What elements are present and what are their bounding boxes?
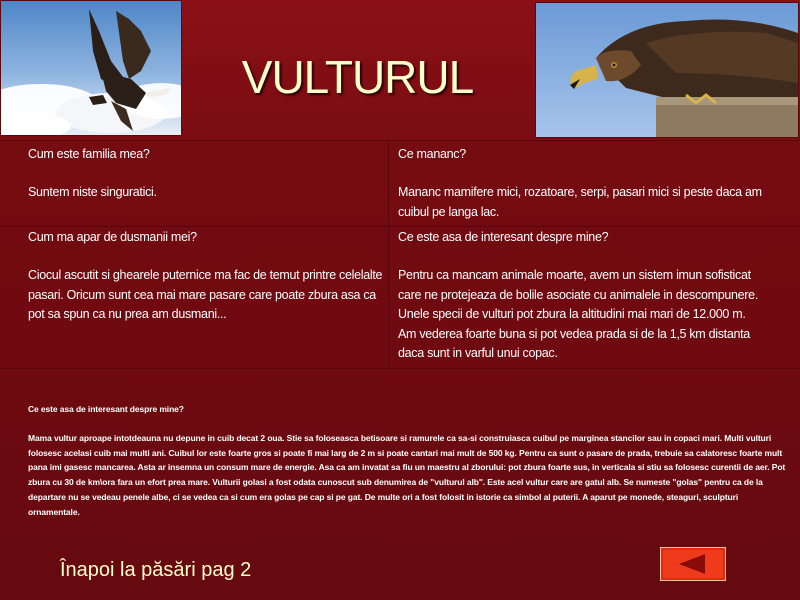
flying-eagle-image bbox=[0, 0, 182, 136]
extra-paragraph: Mama vultur aproape intotdeauna nu depune in cuib decat 2 oua. Stie sa foloseasca betisoare si ramurele ca sa-si construiasca cuibul pe marginea stancilor sau in copaci mari. Multi vulturi folosesc acelasi cuib mai multi ani. Cuibul lor este foarte gros si poate fi mai larg de 2 m si poate cantari mai mult de 500 kg. Pentru ca sunt o pasare de prada, trebuie sa calatoresc foarte mult pana imi gasesc mancarea. Asta ar insemna un consum mare de energie. Asa ca am invatat sa fiu un maestru al zborului: pot zbura foarte sus, in verticala si stiu sa folosesc curentii de aer. Pot zbura cu 30 de km\ora fara un efort prea mare. Vulturii golasi a fost odata cunoscut sub denumirea de "vulturul alb". Este acel vultur care are gatul alb. Se numeste "golas" pentru ca de la departare nu se vedeau penele albe, ci se vedea ca si cum era golas pe cap si pe gat. De multe ori a fost folosit in istorie ca simbol al puterii. A aparut pe monede, steaguri, sculpturi ornamentale. bbox=[28, 433, 786, 517]
extra-heading: Ce este asa de interesant despre mine? bbox=[28, 404, 184, 414]
table-column-divider bbox=[388, 140, 389, 368]
back-button[interactable] bbox=[660, 547, 726, 581]
left-triangle-icon bbox=[661, 548, 725, 580]
back-to-birds-link[interactable]: Înapoi la păsări pag 2 bbox=[60, 559, 252, 581]
table-bottom-rule bbox=[0, 368, 800, 369]
interesting-answer: Pentru ca mancam animale moarte, avem un sistem imun sofisticat care ne protejeaza de bolile asociate cu animalele in descompunere. Unele specii de vulturi pot zbura la altitudini mai mari de 12.000 m. Am vederea foarte buna si pot vedea prada si de la 1,5 km distanta daca sunt in varful unui copac. bbox=[398, 268, 758, 360]
food-answer: Mananc mamifere mici, rozatoare, serpi, pasari mici si peste daca am cuibul pe langa lac. bbox=[398, 185, 762, 219]
family-answer: Suntem niste singuratici. bbox=[28, 185, 157, 199]
defense-answer: Ciocul ascutit si ghearele puternice ma fac de temut printre celelalte pasari. Oricum sunt cea mai mare pasare care poate zbura asa ca pot sa spun ca nu prea am dusmani... bbox=[28, 268, 383, 321]
defense-question: Cum ma apar de dusmanii mei? bbox=[28, 230, 197, 244]
perched-eagle-image bbox=[535, 2, 799, 138]
interesting-question: Ce este asa de interesant despre mine? bbox=[398, 230, 609, 244]
table-top-rule bbox=[0, 140, 800, 141]
table-row-divider bbox=[0, 226, 800, 227]
food-question: Ce mananc? bbox=[398, 147, 466, 161]
page-title: VULTURUL bbox=[241, 51, 474, 103]
family-question: Cum este familia mea? bbox=[28, 147, 150, 161]
